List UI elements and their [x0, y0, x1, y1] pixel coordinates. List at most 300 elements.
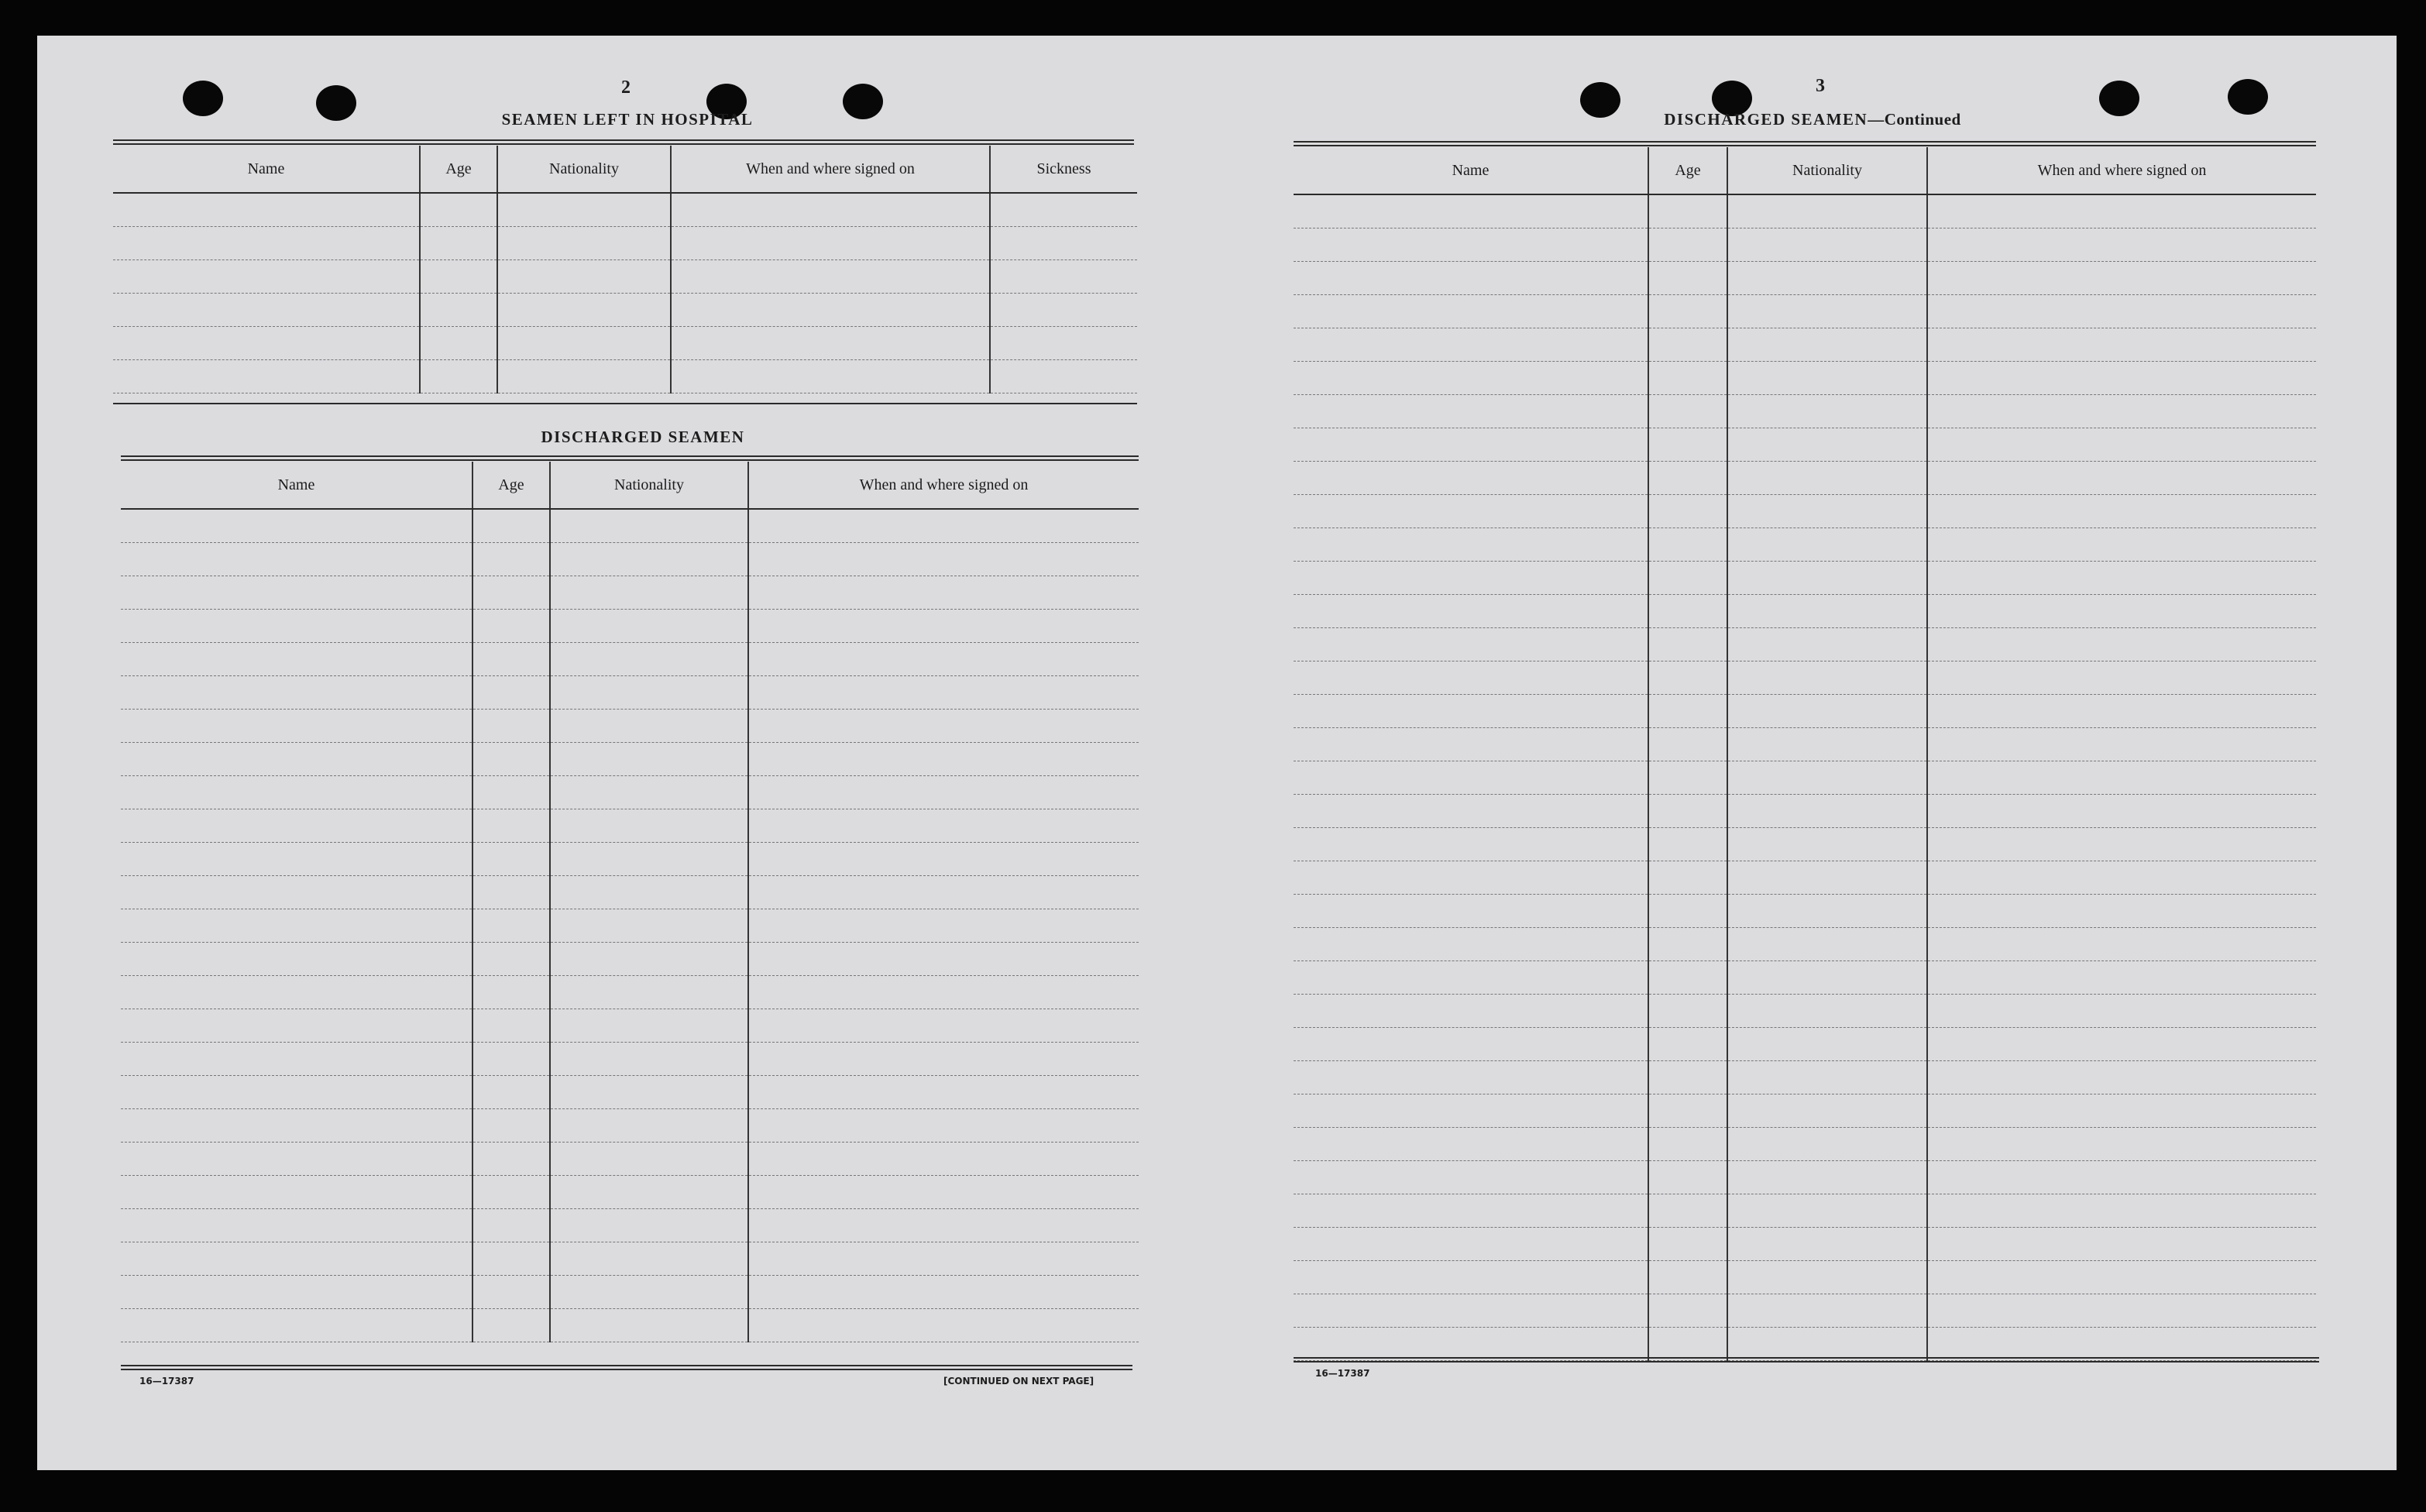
blank-entry-cell[interactable] — [1294, 861, 1648, 895]
blank-entry-cell[interactable] — [472, 1076, 550, 1109]
blank-entry-cell[interactable] — [121, 943, 472, 976]
blank-entry-cell[interactable] — [1927, 328, 2316, 362]
blank-entry-cell[interactable] — [1727, 495, 1927, 528]
blank-entry-cell[interactable] — [121, 576, 472, 610]
blank-entry-cell[interactable] — [1727, 628, 1927, 662]
blank-entry-cell[interactable] — [121, 909, 472, 943]
blank-entry-cell[interactable] — [1927, 828, 2316, 861]
blank-entry-cell[interactable] — [550, 743, 748, 776]
blank-entry-cell[interactable] — [1727, 1061, 1927, 1094]
blank-entry-cell[interactable] — [748, 909, 1139, 943]
blank-entry-cell[interactable] — [1294, 229, 1648, 262]
blank-entry-cell[interactable] — [1648, 595, 1727, 628]
blank-entry-cell[interactable] — [472, 1276, 550, 1309]
blank-entry-cell[interactable] — [420, 260, 497, 294]
blank-entry-cell[interactable] — [550, 809, 748, 843]
blank-entry-cell[interactable] — [1927, 928, 2316, 961]
right-title-rule — [1294, 141, 2316, 146]
blank-entry-cell[interactable] — [1648, 262, 1727, 295]
blank-entry-cell[interactable] — [1727, 795, 1927, 828]
table-row — [1294, 1328, 2316, 1361]
blank-entry-cell[interactable] — [113, 260, 420, 294]
blank-entry-cell[interactable] — [748, 1009, 1139, 1043]
blank-entry-cell[interactable] — [1648, 1261, 1727, 1294]
blank-entry-cell[interactable] — [1648, 1028, 1727, 1061]
blank-entry-cell[interactable] — [1727, 194, 1927, 229]
blank-entry-cell[interactable] — [1727, 1028, 1927, 1061]
blank-entry-cell[interactable] — [1648, 229, 1727, 262]
blank-entry-cell[interactable] — [1294, 628, 1648, 662]
blank-entry-cell[interactable] — [748, 1309, 1139, 1342]
blank-entry-cell[interactable] — [748, 1242, 1139, 1276]
blank-entry-cell[interactable] — [748, 1076, 1139, 1109]
punch-hole — [843, 84, 883, 119]
blank-entry-cell[interactable] — [420, 360, 497, 393]
blank-entry-cell[interactable] — [1927, 861, 2316, 895]
blank-entry-cell[interactable] — [550, 576, 748, 610]
blank-entry-cell[interactable] — [121, 1242, 472, 1276]
blank-entry-cell[interactable] — [1727, 1228, 1927, 1261]
blank-entry-cell[interactable] — [1927, 1328, 2316, 1361]
blank-entry-cell[interactable] — [1927, 1261, 2316, 1294]
blank-entry-cell[interactable] — [1927, 562, 2316, 595]
blank-entry-cell[interactable] — [1648, 961, 1727, 995]
blank-entry-cell[interactable] — [1294, 928, 1648, 961]
blank-entry-cell[interactable] — [748, 1143, 1139, 1176]
blank-entry-cell[interactable] — [1927, 761, 2316, 795]
blank-entry-cell[interactable] — [748, 576, 1139, 610]
blank-entry-cell[interactable] — [1727, 229, 1927, 262]
punch-hole — [2228, 79, 2268, 115]
hospital-title-rule — [113, 139, 1134, 145]
blank-entry-cell[interactable] — [550, 1143, 748, 1176]
blank-entry-cell[interactable] — [121, 509, 472, 543]
blank-entry-cell[interactable] — [1294, 895, 1648, 928]
blank-entry-cell[interactable] — [497, 360, 671, 393]
blank-entry-cell[interactable] — [671, 260, 990, 294]
table-row — [121, 1109, 1139, 1143]
blank-entry-cell[interactable] — [550, 1009, 748, 1043]
blank-entry-cell[interactable] — [472, 776, 550, 809]
blank-entry-cell[interactable] — [1727, 761, 1927, 795]
blank-entry-cell[interactable] — [1648, 628, 1727, 662]
blank-entry-cell[interactable] — [472, 1009, 550, 1043]
blank-entry-cell[interactable] — [121, 1143, 472, 1176]
blank-entry-cell[interactable] — [472, 743, 550, 776]
blank-entry-cell[interactable] — [1727, 428, 1927, 462]
blank-entry-cell[interactable] — [550, 610, 748, 643]
blank-entry-cell[interactable] — [1294, 1128, 1648, 1161]
blank-entry-cell[interactable] — [550, 676, 748, 710]
blank-entry-cell[interactable] — [550, 909, 748, 943]
blank-entry-cell[interactable] — [1727, 1161, 1927, 1194]
blank-entry-cell[interactable] — [1648, 1061, 1727, 1094]
blank-entry-cell[interactable] — [472, 1043, 550, 1076]
blank-entry-cell[interactable] — [420, 227, 497, 260]
blank-entry-cell[interactable] — [113, 227, 420, 260]
blank-entry-cell[interactable] — [472, 976, 550, 1009]
blank-entry-cell[interactable] — [1294, 1328, 1648, 1361]
blank-entry-cell[interactable] — [1727, 861, 1927, 895]
blank-entry-cell[interactable] — [671, 227, 990, 260]
blank-entry-cell[interactable] — [1294, 428, 1648, 462]
blank-entry-cell[interactable] — [1727, 662, 1927, 695]
blank-entry-cell[interactable] — [121, 1109, 472, 1143]
blank-entry-cell[interactable] — [1294, 328, 1648, 362]
blank-entry-cell[interactable] — [121, 776, 472, 809]
blank-entry-cell[interactable] — [1927, 995, 2316, 1028]
blank-entry-cell[interactable] — [1927, 362, 2316, 395]
blank-entry-cell[interactable] — [472, 1309, 550, 1342]
blank-entry-cell[interactable] — [1727, 1194, 1927, 1228]
blank-entry-cell[interactable] — [1927, 528, 2316, 562]
blank-entry-cell[interactable] — [121, 1276, 472, 1309]
blank-entry-cell[interactable] — [1294, 362, 1648, 395]
blank-entry-cell[interactable] — [1648, 462, 1727, 495]
blank-entry-cell[interactable] — [121, 643, 472, 676]
blank-entry-cell[interactable] — [748, 543, 1139, 576]
table-row — [121, 1009, 1139, 1043]
blank-entry-cell[interactable] — [671, 193, 990, 227]
blank-entry-cell[interactable] — [1294, 595, 1648, 628]
blank-entry-cell[interactable] — [550, 509, 748, 543]
blank-entry-cell[interactable] — [748, 776, 1139, 809]
blank-entry-cell[interactable] — [472, 843, 550, 876]
blank-entry-cell[interactable] — [1727, 1294, 1927, 1328]
blank-entry-cell[interactable] — [113, 327, 420, 360]
blank-entry-cell[interactable] — [1927, 262, 2316, 295]
blank-entry-cell[interactable] — [1294, 1161, 1648, 1194]
blank-entry-cell[interactable] — [121, 876, 472, 909]
blank-entry-cell[interactable] — [1727, 262, 1927, 295]
blank-entry-cell[interactable] — [1927, 728, 2316, 761]
blank-entry-cell[interactable] — [748, 1109, 1139, 1143]
blank-entry-cell[interactable] — [121, 1176, 472, 1209]
blank-entry-cell[interactable] — [1727, 328, 1927, 362]
blank-entry-cell[interactable] — [472, 576, 550, 610]
blank-entry-cell[interactable] — [1294, 562, 1648, 595]
blank-entry-cell[interactable] — [748, 876, 1139, 909]
blank-entry-cell[interactable] — [1927, 495, 2316, 528]
blank-entry-cell[interactable] — [113, 360, 420, 393]
blank-entry-cell[interactable] — [472, 710, 550, 743]
blank-entry-cell[interactable] — [1727, 728, 1927, 761]
blank-entry-cell[interactable] — [1927, 1228, 2316, 1261]
blank-entry-cell[interactable] — [1927, 229, 2316, 262]
blank-entry-cell[interactable] — [671, 294, 990, 327]
blank-entry-cell[interactable] — [748, 809, 1139, 843]
continued-header-name: Name — [1294, 147, 1648, 194]
blank-entry-cell[interactable] — [1648, 1194, 1727, 1228]
blank-entry-cell[interactable] — [1727, 528, 1927, 562]
blank-entry-cell[interactable] — [1294, 495, 1648, 528]
blank-entry-cell[interactable] — [472, 676, 550, 710]
blank-entry-cell[interactable] — [748, 643, 1139, 676]
blank-entry-cell[interactable] — [1648, 728, 1727, 761]
blank-entry-cell[interactable] — [1648, 1128, 1727, 1161]
blank-entry-cell[interactable] — [1927, 595, 2316, 628]
blank-entry-cell[interactable] — [1294, 961, 1648, 995]
blank-entry-cell[interactable] — [550, 543, 748, 576]
table-row — [121, 509, 1139, 543]
blank-entry-cell[interactable] — [1727, 395, 1927, 428]
blank-entry-cell[interactable] — [1648, 1094, 1727, 1128]
blank-entry-cell[interactable] — [1648, 295, 1727, 328]
blank-entry-cell[interactable] — [420, 193, 497, 227]
blank-entry-cell[interactable] — [472, 1143, 550, 1176]
blank-entry-cell[interactable] — [121, 1043, 472, 1076]
blank-entry-cell[interactable] — [121, 676, 472, 710]
blank-entry-cell[interactable] — [1927, 961, 2316, 995]
blank-entry-cell[interactable] — [472, 509, 550, 543]
blank-entry-cell[interactable] — [1927, 194, 2316, 229]
blank-entry-cell[interactable] — [1648, 1294, 1727, 1328]
blank-entry-cell[interactable] — [472, 876, 550, 909]
discharged-table — [121, 462, 1139, 1342]
blank-entry-cell[interactable] — [1727, 995, 1927, 1028]
blank-entry-cell[interactable] — [1927, 428, 2316, 462]
blank-entry-cell[interactable] — [121, 610, 472, 643]
blank-entry-cell[interactable] — [550, 1276, 748, 1309]
blank-entry-cell[interactable] — [113, 193, 420, 227]
blank-entry-cell[interactable] — [121, 710, 472, 743]
blank-entry-cell[interactable] — [990, 260, 1137, 294]
blank-entry-cell[interactable] — [1727, 362, 1927, 395]
blank-entry-cell[interactable] — [1294, 1094, 1648, 1128]
blank-entry-cell[interactable] — [121, 743, 472, 776]
table-row — [1294, 861, 2316, 895]
blank-entry-cell[interactable] — [671, 327, 990, 360]
blank-entry-cell[interactable] — [497, 327, 671, 360]
table-row — [121, 1143, 1139, 1176]
blank-entry-cell[interactable] — [1294, 395, 1648, 428]
table-row — [121, 1309, 1139, 1342]
blank-entry-cell[interactable] — [1648, 328, 1727, 362]
blank-entry-cell[interactable] — [1927, 895, 2316, 928]
blank-entry-cell[interactable] — [1927, 295, 2316, 328]
blank-entry-cell[interactable] — [748, 1176, 1139, 1209]
blank-entry-cell[interactable] — [748, 1276, 1139, 1309]
blank-entry-cell[interactable] — [1927, 695, 2316, 728]
blank-entry-cell[interactable] — [550, 776, 748, 809]
blank-entry-cell[interactable] — [550, 1076, 748, 1109]
blank-entry-cell[interactable] — [1294, 462, 1648, 495]
blank-entry-cell[interactable] — [1727, 562, 1927, 595]
blank-entry-cell[interactable] — [1727, 1261, 1927, 1294]
blank-entry-cell[interactable] — [1294, 528, 1648, 562]
blank-entry-cell[interactable] — [1294, 1294, 1648, 1328]
blank-entry-cell[interactable] — [1648, 362, 1727, 395]
blank-entry-cell[interactable] — [1294, 1228, 1648, 1261]
blank-entry-cell[interactable] — [420, 327, 497, 360]
blank-entry-cell[interactable] — [671, 360, 990, 393]
blank-entry-cell[interactable] — [1648, 662, 1727, 695]
blank-entry-cell[interactable] — [1648, 495, 1727, 528]
blank-entry-cell[interactable] — [472, 1109, 550, 1143]
blank-entry-cell[interactable] — [1927, 628, 2316, 662]
blank-entry-cell[interactable] — [748, 1209, 1139, 1242]
blank-entry-cell[interactable] — [121, 976, 472, 1009]
blank-entry-cell[interactable] — [472, 1209, 550, 1242]
blank-entry-cell[interactable] — [748, 943, 1139, 976]
blank-entry-cell[interactable] — [420, 294, 497, 327]
blank-entry-cell[interactable] — [1727, 928, 1927, 961]
blank-entry-cell[interactable] — [1294, 262, 1648, 295]
blank-entry-cell[interactable] — [1727, 295, 1927, 328]
blank-entry-cell[interactable] — [748, 610, 1139, 643]
blank-entry-cell[interactable] — [748, 1043, 1139, 1076]
blank-entry-cell[interactable] — [497, 227, 671, 260]
blank-entry-cell[interactable] — [550, 1309, 748, 1342]
table-row — [113, 327, 1137, 360]
blank-entry-cell[interactable] — [1927, 662, 2316, 695]
blank-entry-cell[interactable] — [1648, 795, 1727, 828]
blank-entry-cell[interactable] — [1648, 828, 1727, 861]
blank-entry-cell[interactable] — [550, 843, 748, 876]
blank-entry-cell[interactable] — [1648, 562, 1727, 595]
blank-entry-cell[interactable] — [121, 843, 472, 876]
blank-entry-cell[interactable] — [1294, 295, 1648, 328]
blank-entry-cell[interactable] — [1927, 1028, 2316, 1061]
blank-entry-cell[interactable] — [472, 643, 550, 676]
blank-entry-cell[interactable] — [472, 909, 550, 943]
blank-entry-cell[interactable] — [1294, 1194, 1648, 1228]
blank-entry-cell[interactable] — [121, 1076, 472, 1109]
blank-entry-cell[interactable] — [550, 1242, 748, 1276]
blank-entry-cell[interactable] — [1927, 395, 2316, 428]
blank-entry-cell[interactable] — [121, 1209, 472, 1242]
blank-entry-cell[interactable] — [121, 1009, 472, 1043]
blank-entry-cell[interactable] — [1648, 1161, 1727, 1194]
blank-entry-cell[interactable] — [748, 976, 1139, 1009]
blank-entry-cell[interactable] — [748, 509, 1139, 543]
blank-entry-cell[interactable] — [1294, 695, 1648, 728]
blank-entry-cell[interactable] — [748, 743, 1139, 776]
blank-entry-cell[interactable] — [550, 1043, 748, 1076]
blank-entry-cell[interactable] — [1648, 395, 1727, 428]
blank-entry-cell[interactable] — [550, 1209, 748, 1242]
blank-entry-cell[interactable] — [990, 193, 1137, 227]
blank-entry-cell[interactable] — [497, 193, 671, 227]
blank-entry-cell[interactable] — [472, 543, 550, 576]
blank-entry-cell[interactable] — [1927, 1128, 2316, 1161]
blank-entry-cell[interactable] — [1927, 795, 2316, 828]
blank-entry-cell[interactable] — [1727, 961, 1927, 995]
table-row — [121, 676, 1139, 710]
hospital-header-age: Age — [420, 146, 497, 193]
blank-entry-cell[interactable] — [113, 294, 420, 327]
blank-entry-cell[interactable] — [1294, 728, 1648, 761]
blank-entry-cell[interactable] — [1927, 1161, 2316, 1194]
blank-entry-cell[interactable] — [1927, 1194, 2316, 1228]
blank-entry-cell[interactable] — [1648, 1328, 1727, 1361]
right-page-bottom-rule — [1294, 1357, 2319, 1363]
table-row — [121, 1076, 1139, 1109]
blank-entry-cell[interactable] — [1294, 1028, 1648, 1061]
blank-entry-cell[interactable] — [550, 643, 748, 676]
blank-entry-cell[interactable] — [1727, 462, 1927, 495]
blank-entry-cell[interactable] — [1294, 761, 1648, 795]
blank-entry-cell[interactable] — [1294, 828, 1648, 861]
blank-entry-cell[interactable] — [1294, 1261, 1648, 1294]
blank-entry-cell[interactable] — [1294, 662, 1648, 695]
blank-entry-cell[interactable] — [1648, 895, 1727, 928]
blank-entry-cell[interactable] — [1727, 695, 1927, 728]
blank-entry-cell[interactable] — [1648, 428, 1727, 462]
continued-header-age: Age — [1648, 147, 1727, 194]
blank-entry-cell[interactable] — [472, 610, 550, 643]
blank-entry-cell[interactable] — [1294, 995, 1648, 1028]
blank-entry-cell[interactable] — [748, 676, 1139, 710]
blank-entry-cell[interactable] — [1727, 1128, 1927, 1161]
table-row — [1294, 1128, 2316, 1161]
table-row — [1294, 695, 2316, 728]
blank-entry-cell[interactable] — [497, 260, 671, 294]
blank-entry-cell[interactable] — [1727, 895, 1927, 928]
blank-entry-cell[interactable] — [1927, 1094, 2316, 1128]
blank-entry-cell[interactable] — [1294, 795, 1648, 828]
blank-entry-cell[interactable] — [1727, 595, 1927, 628]
table-row — [1294, 328, 2316, 362]
blank-entry-cell[interactable] — [748, 710, 1139, 743]
table-row — [121, 1176, 1139, 1209]
blank-entry-cell[interactable] — [121, 809, 472, 843]
blank-entry-cell[interactable] — [121, 543, 472, 576]
blank-entry-cell[interactable] — [121, 1309, 472, 1342]
blank-entry-cell[interactable] — [1648, 528, 1727, 562]
blank-entry-cell[interactable] — [550, 943, 748, 976]
blank-entry-cell[interactable] — [1927, 1294, 2316, 1328]
blank-entry-cell[interactable] — [990, 227, 1137, 260]
blank-entry-cell[interactable] — [550, 1109, 748, 1143]
hospital-header-nationality: Nationality — [497, 146, 671, 193]
blank-entry-cell[interactable] — [1727, 1094, 1927, 1128]
hospital-bottom-rule — [113, 403, 1137, 404]
blank-entry-cell[interactable] — [1648, 861, 1727, 895]
discharged-header-name: Name — [121, 462, 472, 509]
blank-entry-cell[interactable] — [1648, 194, 1727, 229]
blank-entry-cell[interactable] — [472, 1176, 550, 1209]
blank-entry-cell[interactable] — [1727, 828, 1927, 861]
table-row — [121, 610, 1139, 643]
blank-entry-cell[interactable] — [1648, 695, 1727, 728]
blank-entry-cell[interactable] — [748, 843, 1139, 876]
blank-entry-cell[interactable] — [497, 294, 671, 327]
blank-entry-cell[interactable] — [1927, 1061, 2316, 1094]
blank-entry-cell[interactable] — [550, 976, 748, 1009]
blank-entry-cell[interactable] — [1727, 1328, 1927, 1361]
blank-entry-cell[interactable] — [1648, 928, 1727, 961]
blank-entry-cell[interactable] — [472, 809, 550, 843]
discharged-header-when-and-where-signed-on: When and where signed on — [748, 462, 1139, 509]
blank-entry-cell[interactable] — [550, 876, 748, 909]
blank-entry-cell[interactable] — [1927, 462, 2316, 495]
blank-entry-cell[interactable] — [1648, 1228, 1727, 1261]
blank-entry-cell[interactable] — [550, 710, 748, 743]
blank-entry-cell[interactable] — [1648, 761, 1727, 795]
blank-entry-cell[interactable] — [990, 294, 1137, 327]
blank-entry-cell[interactable] — [472, 1242, 550, 1276]
blank-entry-cell[interactable] — [990, 327, 1137, 360]
table-row — [1294, 961, 2316, 995]
blank-entry-cell[interactable] — [1294, 1061, 1648, 1094]
blank-entry-cell[interactable] — [550, 1176, 748, 1209]
blank-entry-cell[interactable] — [472, 943, 550, 976]
blank-entry-cell[interactable] — [1648, 995, 1727, 1028]
blank-entry-cell[interactable] — [1294, 194, 1648, 229]
table-row — [1294, 229, 2316, 262]
blank-entry-cell[interactable] — [990, 360, 1137, 393]
